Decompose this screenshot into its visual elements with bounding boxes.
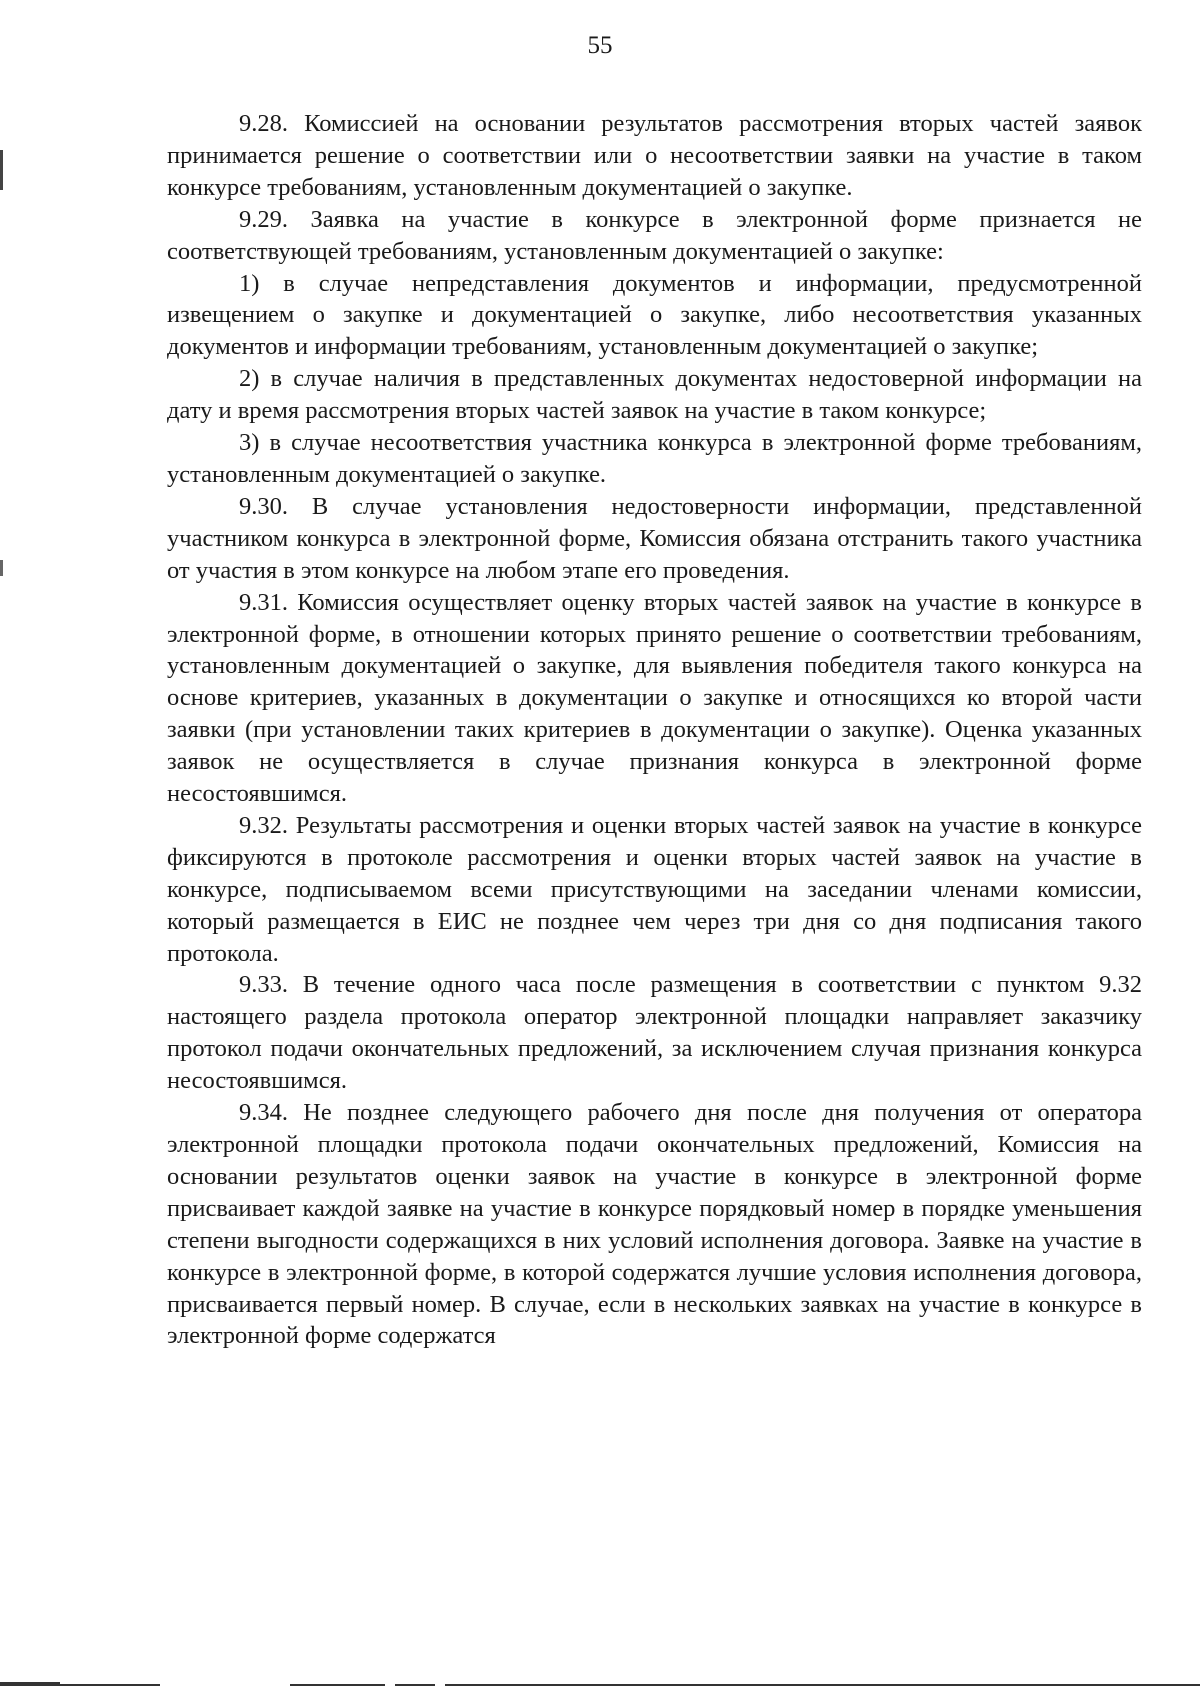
paragraph-9-30: 9.30. В случае установления недостоверности информации, представленной участником конкурса в электронной форме, Комиссия обязана отстранить такого участника от участия в этом конкурсе на любом этапе его проведения. [167,492,1142,584]
list-item-1: 1) в случае непредставления документов и информации, предусмотренной извещением о закупке и документацией о закупке, либо несоответствия указанных документов и информации требованиям, установленным документацией о закупке; [167,269,1142,361]
page-number: 55 [587,32,613,59]
paragraph-9-29: 9.29. Заявка на участие в конкурсе в электронной форме признается не соответствующей требованиям, установленным документацией о закупке: [167,205,1142,265]
paragraph-9-31: 9.31. Комиссия осуществляет оценку вторых частей заявок на участие в конкурсе в электронной форме, в отношении которых принято решение о соответствии требованиям, установленным документацией о закупке, для выявления победителя такого конкурса на основе критериев, указанных в документации о закупке и относящихся ко второй части заявки (при установлении таких критериев в документации о закупке). Оценка указанных заявок не осуществляется в случае признания конкурса в электронной форме несостоявшимся. [167,588,1142,808]
paragraph-9-33: 9.33. В течение одного часа после размещения в соответствии с пунктом 9.32 настоящего раздела протокола оператор электронной площадки направляет заказчику протокол подачи окончательных предложений, за исключением случая признания конкурса несостоявшимся. [167,971,1142,1095]
scan-artifact-segment [0,1682,60,1686]
scan-artifact-left-edge [0,150,3,190]
scan-artifact-bottom-edge [0,1684,1200,1688]
document-body [167,108,1142,1352]
paragraph-9-32: 9.32. Результаты рассмотрения и оценки вторых частей заявок на участие в конкурсе фиксируются в протоколе рассмотрения и оценки вторых частей заявок на участие в конкурсе, подписываемом всеми присутствующими на заседании членами комиссии, который размещается в ЕИС не позднее чем через три дня со дня подписания такого протокола. [167,811,1142,967]
scan-artifact-segment [290,1684,385,1686]
scan-artifact-segment [445,1684,1200,1686]
paragraph-9-28: 9.28. Комиссией на основании результатов рассмотрения вторых частей заявок принимается решение о соответствии или о несоответствии заявки на участие в таком конкурсе требованиям, установленным документацией о закупке. [167,110,1142,201]
list-item-2: 2) в случае наличия в представленных документах недостоверной информации на дату и время рассмотрения вторых частей заявок на участие в таком конкурсе; [167,365,1142,425]
list-item-3: 3) в случае несоответствия участника конкурса в электронной форме требованиям, установленным документацией о закупке. [167,429,1142,488]
paragraph-9-34: 9.34. Не позднее следующего рабочего дня после дня получения от оператора электронной площадки протокола подачи окончательных предложений, Комиссия на основании результатов оценки заявок на участие в конкурсе в электронной форме присваивает каждой заявке на участие в конкурсе порядковый номер в порядке уменьшения степени выгодности содержащихся в них условий исполнения договора. Заявке на участие в конкурсе в электронной форме, в которой содержатся лучшие условия исполнения договора, присваивается первый номер. В случае, если в нескольких заявках на участие в конкурсе в электронной форме содержатся [167,1099,1142,1350]
scan-artifact-segment [60,1684,160,1686]
scan-artifact-segment [395,1684,435,1686]
scan-artifact-left-edge [0,560,3,576]
